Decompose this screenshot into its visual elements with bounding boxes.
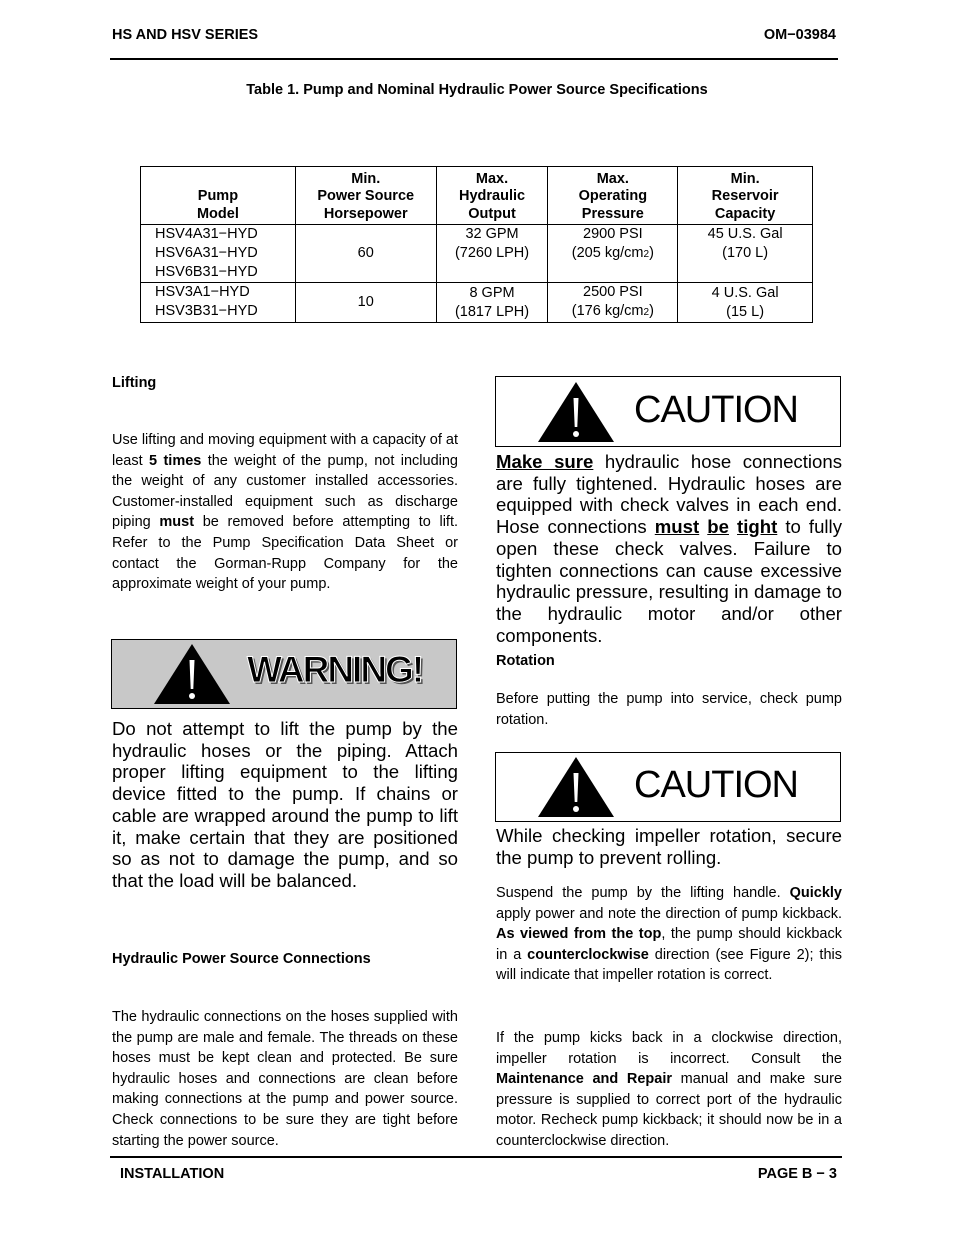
cell-output: 32 GPM (7260 LPH) xyxy=(436,225,548,283)
hydraulic-paragraph: The hydraulic connections on the hoses supplied with the pump are male and female. The threads on these hoses must be kept clean and protected. Be sure hydraulic hoses and connections are clean before making connections at the pump and power source. Check connections to be sure they are tight before starting the power source. xyxy=(112,1009,458,1149)
cell-capacity: 4 U.S. Gal (15 L) xyxy=(678,283,813,323)
caution-triangle-icon xyxy=(536,380,616,444)
cell-pressure: 2500 PSI (176 kg/cm2) xyxy=(548,283,678,323)
cell-models: HSV3A1−HYD HSV3B31−HYD xyxy=(141,283,296,323)
lifting-heading: Lifting xyxy=(112,375,157,391)
col-header-pressure: Max. Operating Pressure xyxy=(548,167,678,225)
cell-pressure: 2900 PSI (205 kg/cm2) xyxy=(548,225,678,283)
footer-rule xyxy=(110,1156,842,1158)
suspend-paragraph: Suspend the pump by the lifting handle. Quickly apply power and note the direction of pump kickback. As viewed from the top, the pump should kickback in a counterclockwise direction (see Figure 2); this will indicate that impeller rotation is correct. xyxy=(496,885,842,984)
cell-horsepower: 60 xyxy=(295,225,436,283)
cell-models: HSV4A31−HYD HSV6A31−HYD HSV6B31−HYD xyxy=(141,225,296,283)
cell-capacity: 45 U.S. Gal (170 L) xyxy=(678,225,813,283)
header-rule xyxy=(110,58,838,60)
col-header-capacity: Min. Reservoir Capacity xyxy=(678,167,813,225)
caution-2-text: While checking impeller rotation, secure the pump to prevent rolling. xyxy=(496,825,842,868)
hydraulic-heading: Hydraulic Power Source Connections xyxy=(112,951,371,967)
caution-box-2 xyxy=(495,752,841,822)
caution-label: CAUTION xyxy=(634,764,798,806)
col-header-output: Max. Hydraulic Output xyxy=(436,167,548,225)
rotation-paragraph: Before putting the pump into service, check pump rotation. xyxy=(496,691,842,728)
caution-label: CAUTION xyxy=(634,389,798,431)
col-header-horsepower: Min. Power Source Horsepower xyxy=(295,167,436,225)
caution-triangle-icon xyxy=(536,755,616,819)
lifting-paragraph: Use lifting and moving equipment with a capacity of at least 5 times the weight of the pump, not including the weight of any customer installed accessories. Customer-installed equipment such as discharge piping must be removed before attempting to lift. Refer to the Pump Specification Data Sheet or contact the Gorman-Rupp Company for the approximate weight of your pump. xyxy=(112,432,459,593)
table-row xyxy=(141,283,813,323)
cell-horsepower: 10 xyxy=(295,283,436,323)
clockwise-paragraph: If the pump kicks back in a clockwise direction, impeller rotation is incorrect. Consult the Maintenance and Repair manual and make sure pressure is supplied to correct port of the hydraulic motor. Recheck pump kickback; it should now be in a counterclockwise direction. xyxy=(496,1030,843,1149)
header-doc-number: OM−03984 xyxy=(763,27,836,43)
warning-text: Do not attempt to lift the pump by the hydraulic hoses or the piping. Attach proper lifting equipment to the lifting device fitted to the pump. If chains or cable are wrapped around the pump to lift it, make certain that they are positioned so as not to damage the pump, and so that the load will be balanced. xyxy=(112,718,458,891)
warning-triangle-icon xyxy=(152,642,232,706)
table-title: Table 1. Pump and Nominal Hydraulic Power Source Specifications xyxy=(246,82,708,98)
warning-label: WARNING! xyxy=(247,649,423,690)
caution-1-text: Make sure hydraulic hose connections are fully tightened. Hydraulic hoses are equipped with check valves in each end. Hose connections must be tight to fully open these check valves. Failure to tighten connections can cause excessive hydraulic pressure, resulting in damage to the hydraulic motor and/or other components. xyxy=(496,451,842,646)
cell-output: 8 GPM (1817 LPH) xyxy=(436,283,548,323)
footer-section: INSTALLATION xyxy=(120,1166,225,1182)
table-row xyxy=(141,225,813,283)
caution-box-1 xyxy=(495,376,841,447)
spec-table xyxy=(140,166,813,323)
rotation-heading: Rotation xyxy=(496,653,555,669)
footer-page-number: PAGE B − 3 xyxy=(757,1166,837,1182)
table-header-row xyxy=(141,167,813,225)
warning-box xyxy=(111,639,457,709)
col-header-model: Pump Model xyxy=(141,167,296,225)
header-series: HS AND HSV SERIES xyxy=(112,27,259,43)
